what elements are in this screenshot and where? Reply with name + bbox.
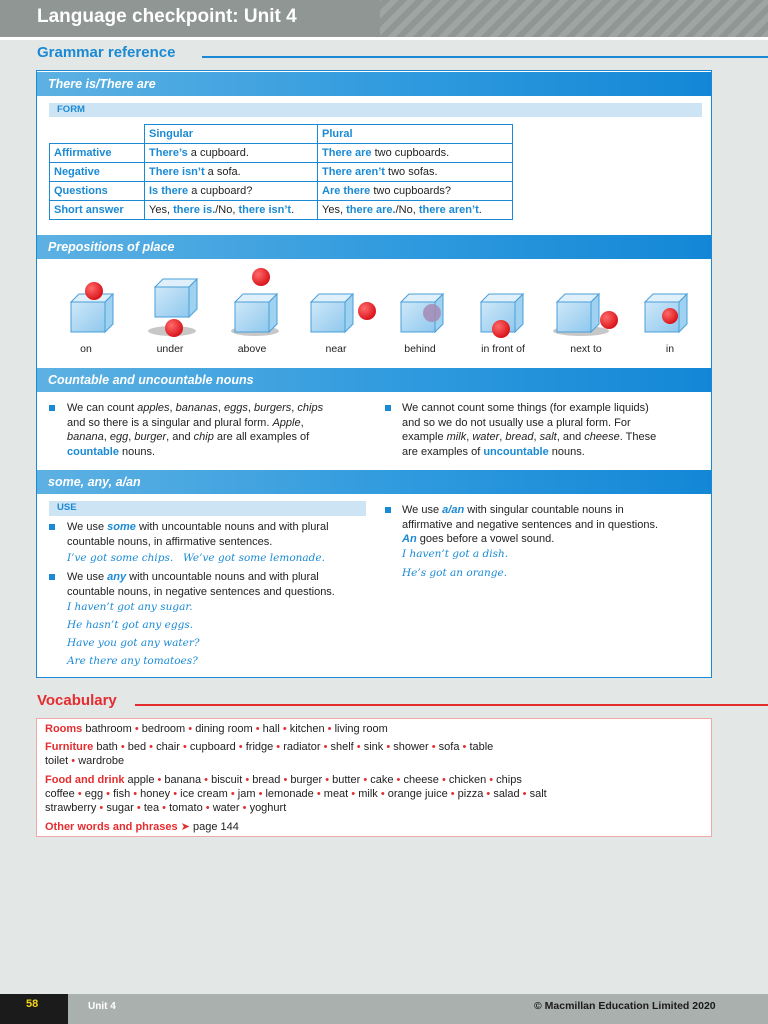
- row-label: Questions: [50, 182, 145, 201]
- vocab-word: bed: [127, 741, 147, 753]
- word-list: [85, 723, 387, 735]
- vocab-word: banana: [164, 774, 202, 786]
- arrow-right-icon: ➤: [180, 821, 190, 833]
- bullet-dot-icon: •: [74, 788, 85, 800]
- bullet-dot-icon: •: [133, 802, 144, 814]
- vocab-word: chair: [156, 741, 180, 753]
- prep-near-icon: [311, 294, 376, 332]
- prep-label-above: above: [237, 343, 267, 355]
- vocab-rooms: [45, 722, 388, 736]
- bullet-dot-icon: •: [393, 774, 404, 786]
- vocab-word: wardrobe: [78, 755, 125, 767]
- vocab-word: salt: [529, 788, 547, 800]
- cell-text: a cupboard.: [187, 147, 249, 159]
- vocab-word: chips: [496, 774, 522, 786]
- bullet-dot-icon: •: [117, 741, 128, 753]
- band-some-any: some, any, a/an: [37, 470, 711, 494]
- table-corner: [50, 125, 145, 144]
- band-countable: Countable and uncountable nouns: [37, 368, 711, 392]
- vocab-word: tea: [143, 802, 160, 814]
- vocab-word: water: [212, 802, 240, 814]
- bullet-dot-icon: •: [154, 774, 165, 786]
- vocab-word: apple: [127, 774, 155, 786]
- some-text: We use some with uncountable nouns and with plural countable nouns, in affirmative sentences.: [67, 521, 329, 548]
- prep-label-next-to: next to: [570, 343, 602, 355]
- bullet-dot-icon: •: [486, 774, 497, 786]
- col-singular: Singular: [145, 125, 318, 144]
- bullet-dot-icon: •: [131, 723, 142, 735]
- vocab-category: Other words and phrases: [45, 821, 178, 833]
- row-label: Affirmative: [50, 144, 145, 163]
- bullet-dot-icon: •: [438, 774, 449, 786]
- vocab-furniture: [45, 740, 493, 754]
- vocab-word: tomato: [169, 802, 203, 814]
- bullet-dot-icon: •: [130, 788, 141, 800]
- example-any-4: Are there any tomatoes?: [67, 655, 198, 667]
- word-list: [45, 788, 547, 800]
- prep-label-on: on: [80, 343, 92, 355]
- countable-left-text: We can count apples, bananas, eggs, burgers, chips and so there is a singular and plural form. Apple, banana, egg, burger, and chip are all examples of countable nouns.: [67, 402, 324, 458]
- vocab-word: ice cream: [180, 788, 228, 800]
- bullet-dot-icon: •: [320, 741, 331, 753]
- bullet-icon: [385, 405, 391, 411]
- word-list: [45, 802, 286, 814]
- bullet-dot-icon: •: [377, 788, 388, 800]
- page-reference[interactable]: page 144: [193, 821, 239, 833]
- band-prepositions: Prepositions of place: [37, 235, 711, 259]
- cell-text: /No,: [395, 204, 419, 216]
- vocab-word: yoghurt: [249, 802, 287, 814]
- cell-text: Yes,: [322, 204, 347, 216]
- highlight: There aren’t: [322, 166, 385, 178]
- example-any-3: Have you got any water?: [67, 637, 200, 649]
- cell-text: two sofas.: [384, 166, 438, 178]
- bullet-dot-icon: •: [519, 788, 530, 800]
- vocabulary-title: Vocabulary: [37, 692, 117, 709]
- table-cell: [318, 163, 513, 182]
- vocabulary-box: [36, 718, 712, 837]
- countable-right-text: We cannot count some things (for example liquids) and so we do not usually use a plural form. For example milk, water, bread, salt, and cheese. These are examples of uncountable nouns.: [402, 402, 657, 458]
- prep-on-icon: [71, 282, 113, 332]
- row-label: Short answer: [50, 201, 145, 220]
- vocab-word: sugar: [106, 802, 134, 814]
- prep-label-in-front-of: in front of: [481, 343, 525, 355]
- vocab-other: [45, 820, 239, 834]
- a-an-text: We use a/an with singular countable nouns in affirmative and negative sentences and in questions. An goes before a vowel sound.: [402, 504, 659, 545]
- table-cell: [318, 182, 513, 201]
- cell-text: Yes,: [149, 204, 174, 216]
- vocab-food-cont-1: [45, 787, 547, 801]
- highlight: Is there: [149, 185, 189, 197]
- vocab-word: shelf: [330, 741, 354, 753]
- vocab-word: kitchen: [289, 723, 325, 735]
- bullet-icon: [49, 405, 55, 411]
- bullet-dot-icon: •: [447, 788, 458, 800]
- bullet-dot-icon: •: [324, 723, 335, 735]
- example-a-an-2: He’s got an orange.: [402, 567, 508, 579]
- highlight: there aren’t: [418, 204, 479, 216]
- prep-in-icon: [645, 294, 687, 332]
- vocab-word: butter: [332, 774, 361, 786]
- prep-above-icon: [231, 268, 279, 336]
- vocab-category: Furniture: [45, 741, 94, 753]
- table-row: [50, 144, 513, 163]
- vocab-word: bedroom: [141, 723, 186, 735]
- vocab-word: pizza: [457, 788, 484, 800]
- cell-text: .: [478, 204, 482, 216]
- table-row: [50, 182, 513, 201]
- word-list: [45, 755, 124, 767]
- bullet-dot-icon: •: [322, 774, 333, 786]
- highlight: there are.: [346, 204, 396, 216]
- prep-label-in: in: [665, 343, 675, 355]
- bullet-dot-icon: •: [348, 788, 359, 800]
- bullet-dot-icon: •: [239, 802, 250, 814]
- cell-text: .: [291, 204, 295, 216]
- table-cell: [145, 182, 318, 201]
- vocab-word: bathroom: [85, 723, 132, 735]
- word-list: [96, 741, 493, 753]
- table-row: [50, 201, 513, 220]
- bullet-dot-icon: •: [170, 788, 181, 800]
- example-a-an-1: I haven’t got a dish.: [402, 548, 509, 560]
- page-number: 58: [26, 998, 39, 1010]
- table-cell: [318, 201, 513, 220]
- table-cell: [145, 163, 318, 182]
- bullet-dot-icon: •: [459, 741, 470, 753]
- cell-text: a cupboard?: [188, 185, 253, 197]
- bullet-dot-icon: •: [313, 788, 324, 800]
- bullet-dot-icon: •: [235, 741, 246, 753]
- highlight: There’s: [149, 147, 188, 159]
- vocab-word: lemonade: [265, 788, 314, 800]
- prep-label-near: near: [325, 343, 347, 355]
- vocab-word: hall: [262, 723, 280, 735]
- vocab-word: chicken: [448, 774, 487, 786]
- grammar-box: [36, 70, 712, 678]
- cell-text: two cupboards?: [370, 185, 452, 197]
- bullet-icon: [385, 507, 391, 513]
- vocab-word: toilet: [45, 755, 69, 767]
- any-text: We use any with uncountable nouns and with plural countable nouns, in negative sentences and questions.: [67, 571, 335, 598]
- vocab-word: bath: [96, 741, 118, 753]
- vocab-word: dining room: [195, 723, 253, 735]
- vocab-furniture-cont: [45, 754, 124, 768]
- bullet-dot-icon: •: [252, 723, 263, 735]
- bullet-dot-icon: •: [179, 741, 190, 753]
- vocab-category: Food and drink: [45, 774, 125, 786]
- highlight: there is.: [173, 204, 216, 216]
- example-any-2: He hasn’t got any eggs.: [67, 619, 194, 631]
- vocab-word: living room: [334, 723, 388, 735]
- cell-text: two cupboards.: [371, 147, 450, 159]
- word-list: [128, 774, 522, 786]
- col-plural: Plural: [318, 125, 513, 144]
- prepositions-illustration: [37, 261, 711, 341]
- footer-copyright: © Macmillan Education Limited 2020: [534, 1000, 716, 1012]
- bullet-dot-icon: •: [146, 741, 157, 753]
- vocab-food: [45, 773, 522, 787]
- vocab-word: biscuit: [211, 774, 243, 786]
- prep-label-under: under: [156, 343, 184, 355]
- vocab-word: milk: [358, 788, 378, 800]
- vocab-word: fridge: [245, 741, 274, 753]
- vocab-word: jam: [237, 788, 256, 800]
- band-there-is: There is/There are: [37, 72, 711, 96]
- vocab-word: salad: [493, 788, 520, 800]
- header-rule: [0, 37, 768, 40]
- bullet-dot-icon: •: [353, 741, 364, 753]
- vocab-food-cont-2: [45, 801, 286, 815]
- bullet-dot-icon: •: [383, 741, 394, 753]
- vocab-word: fish: [113, 788, 131, 800]
- table-cell: [145, 144, 318, 163]
- vocab-word: radiator: [283, 741, 321, 753]
- vocab-word: honey: [140, 788, 171, 800]
- prep-under-icon: [148, 279, 197, 337]
- highlight: There isn’t: [149, 166, 205, 178]
- vocab-word: cupboard: [189, 741, 236, 753]
- vocab-category: Rooms: [45, 723, 83, 735]
- example-any-1: I haven’t got any sugar.: [67, 601, 193, 613]
- vocab-word: meat: [323, 788, 349, 800]
- vocab-word: cheese: [403, 774, 439, 786]
- vocab-word: sofa: [438, 741, 460, 753]
- bullet-dot-icon: •: [279, 723, 290, 735]
- bullet-dot-icon: •: [201, 774, 212, 786]
- highlight: Are there: [322, 185, 371, 197]
- bullet-dot-icon: •: [280, 774, 291, 786]
- vocab-word: sink: [363, 741, 384, 753]
- vocab-word: cake: [370, 774, 394, 786]
- grammar-title-rule: [202, 56, 768, 58]
- bullet-icon: [49, 574, 55, 580]
- bullet-dot-icon: •: [483, 788, 494, 800]
- bullet-dot-icon: •: [242, 774, 253, 786]
- table-cell: [318, 144, 513, 163]
- vocab-word: shower: [393, 741, 429, 753]
- vocab-word: egg: [84, 788, 104, 800]
- prep-label-behind: behind: [404, 343, 436, 355]
- bullet-dot-icon: •: [227, 788, 238, 800]
- bullet-dot-icon: •: [103, 788, 114, 800]
- cell-text: a sofa.: [204, 166, 241, 178]
- prep-next-to-icon: [553, 294, 618, 336]
- vocab-word: burger: [290, 774, 323, 786]
- vocabulary-title-rule: [135, 704, 768, 706]
- vocab-word: bread: [252, 774, 281, 786]
- vocab-word: strawberry: [45, 802, 97, 814]
- table-header-row: [50, 125, 513, 144]
- footer-unit: Unit 4: [88, 1001, 116, 1012]
- bullet-dot-icon: •: [159, 802, 170, 814]
- bullet-dot-icon: •: [428, 741, 439, 753]
- row-label: Negative: [50, 163, 145, 182]
- prep-in-front-of-icon: [481, 294, 523, 338]
- example-some-1: I’ve got some chips.: [67, 552, 174, 564]
- there-is-table: [49, 124, 513, 220]
- bullet-dot-icon: •: [202, 802, 213, 814]
- grammar-reference-title: Grammar reference: [37, 44, 176, 61]
- highlight: there isn’t: [238, 204, 292, 216]
- vocab-word: coffee: [45, 788, 75, 800]
- bullet-dot-icon: •: [96, 802, 107, 814]
- bullet-dot-icon: •: [255, 788, 266, 800]
- bullet-dot-icon: •: [68, 755, 79, 767]
- bullet-dot-icon: •: [185, 723, 196, 735]
- page-title: Language checkpoint: Unit 4: [37, 6, 297, 27]
- vocab-word: table: [469, 741, 494, 753]
- page-number-box: [0, 994, 68, 1024]
- prep-behind-icon: [401, 294, 443, 332]
- bullet-dot-icon: •: [273, 741, 284, 753]
- table-row: [50, 163, 513, 182]
- cell-text: /No,: [215, 204, 239, 216]
- table-cell: [145, 201, 318, 220]
- use-label: USE: [49, 501, 366, 516]
- bullet-dot-icon: •: [360, 774, 371, 786]
- bullet-icon: [49, 524, 55, 530]
- form-label: FORM: [49, 103, 702, 117]
- highlight: There are: [322, 147, 372, 159]
- page-header: [0, 0, 768, 40]
- vocab-word: orange juice: [387, 788, 448, 800]
- example-some-2: We’ve got some lemonade.: [183, 552, 325, 564]
